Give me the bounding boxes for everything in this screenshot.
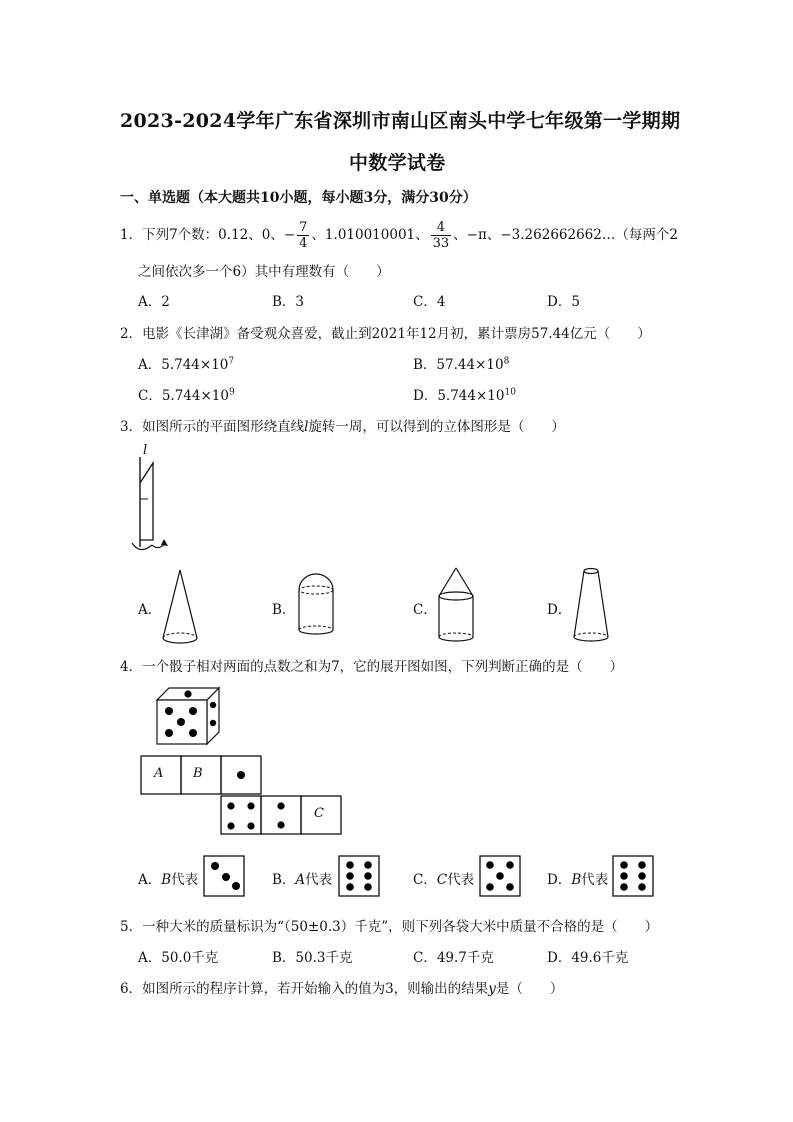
q3-cone-figure xyxy=(160,568,200,648)
q1-frac2-den: 33 xyxy=(432,236,450,251)
question-1 xyxy=(120,220,678,251)
q3-option-b[interactable]: B． xyxy=(272,602,296,618)
q1-option-d[interactable]: D．5 xyxy=(547,294,580,310)
q2-option-d[interactable] xyxy=(413,384,516,404)
q4-opt-d-post: 代表 xyxy=(581,872,609,888)
q2-option-c[interactable] xyxy=(138,384,235,404)
q4-option-b-die-face xyxy=(338,855,380,897)
question-3 xyxy=(120,415,565,435)
q3-text-b: 旋转一周，可以得到的立体图形是（ ） xyxy=(308,419,565,435)
q1-option-c[interactable]: C．4 xyxy=(413,294,446,310)
q4-opt-d-pre: D． xyxy=(547,872,572,888)
q4-dice-3d xyxy=(155,686,221,746)
q1-frac2-num: 4 xyxy=(431,220,452,236)
q3-frustum-figure xyxy=(571,565,611,647)
q1-line2: 之间依次多一个6）其中有理数有（ ） xyxy=(138,264,390,280)
q4-opt-a-pre: A． xyxy=(138,872,162,888)
page-title-line1: 2023-2024学年广东省深圳市南山区南头中学七年级第一学期期 xyxy=(120,110,681,132)
q5-option-b[interactable]: B．50.3千克 xyxy=(272,950,353,966)
q5-option-d[interactable]: D．49.6千克 xyxy=(547,950,629,966)
q1-fraction-7-4 xyxy=(297,220,309,251)
page-title-line2: 中数学试卷 xyxy=(349,152,446,174)
q5-option-c[interactable]: C．49.7千克 xyxy=(413,950,494,966)
q4-opt-b-pre: B． xyxy=(272,872,296,888)
q6-text-a: 6．如图所示的程序计算，若开始输入的值为3，则输出的结果 xyxy=(120,981,489,997)
q4-option-c[interactable] xyxy=(413,868,474,888)
q6-var-y: y xyxy=(488,981,496,997)
q3-cylinder-hemisphere-figure xyxy=(296,572,336,644)
question-2: 2．电影《长津湖》备受观众喜爱，截止到2021年12月初，累计票房57.44亿元（ ） xyxy=(120,326,651,342)
q1-option-a[interactable]: A．2 xyxy=(138,294,170,310)
q1-frac1-num: 7 xyxy=(299,220,308,235)
axis-label-l: l xyxy=(143,443,148,458)
q2-option-a-text: A．5.744×10 xyxy=(138,357,229,373)
q4-option-b[interactable] xyxy=(272,868,332,888)
q2-option-b-exp: 8 xyxy=(503,356,510,367)
q3-option-a[interactable]: A． xyxy=(138,602,162,618)
q4-opt-a-var: B xyxy=(161,872,172,888)
q4-opt-b-var: A xyxy=(295,872,306,888)
q4-option-d-die-face xyxy=(612,855,654,897)
q3-option-c[interactable]: C． xyxy=(413,602,437,618)
question-4: 4．一个骰子相对两面的点数之和为7，它的展开图如图，下列判断正确的是（ ） xyxy=(120,659,624,675)
q2-option-b-text: B．57.44×10 xyxy=(413,357,504,373)
section-heading: 一、单选题（本大题共10小题，每小题3分，满分30分） xyxy=(120,190,477,206)
q4-opt-c-post: 代表 xyxy=(447,872,475,888)
q2-option-c-text: C．5.744×10 xyxy=(138,388,229,404)
q3-plane-figure xyxy=(128,455,178,560)
q1-fraction-4-33 xyxy=(431,220,452,251)
net-label-b: B xyxy=(193,766,203,781)
q3-cone-cylinder-figure xyxy=(436,566,476,646)
q6-text-b: 是（ ） xyxy=(495,981,564,997)
q4-opt-a-post: 代表 xyxy=(171,872,199,888)
q1-lead-text: 下列7个数：0.12、0、 xyxy=(142,227,284,243)
q2-option-d-text: D．5.744×10 xyxy=(413,388,505,404)
q2-option-c-exp: 9 xyxy=(228,387,235,398)
q2-option-b[interactable] xyxy=(413,353,509,373)
q4-opt-d-var: B xyxy=(571,872,582,888)
q4-option-a[interactable] xyxy=(138,868,198,888)
q1-minus: − xyxy=(283,227,296,243)
q2-option-a[interactable] xyxy=(138,353,234,373)
q5-option-a[interactable]: A．50.0千克 xyxy=(138,950,219,966)
q1-lead: 1． xyxy=(120,227,143,243)
q4-option-a-die-face xyxy=(203,855,245,897)
q2-option-a-exp: 7 xyxy=(228,356,235,367)
q1-tail: 、−π、−3.262662662…（每两个2 xyxy=(453,227,678,243)
question-5: 5．一种大米的质量标识为“（50±0.3）千克”，则下列各袋大米中质量不合格的是（ ） xyxy=(120,919,659,935)
q3-option-d[interactable]: D． xyxy=(547,602,572,618)
q4-option-d[interactable] xyxy=(547,868,608,888)
q4-opt-b-post: 代表 xyxy=(305,872,333,888)
net-label-c: C xyxy=(314,806,324,821)
q3-text-a: 3．如图所示的平面图形绕直线 xyxy=(120,419,305,435)
q1-frac1-den: 4 xyxy=(299,236,308,251)
q3-var-l: l xyxy=(304,419,309,435)
q2-option-d-exp: 10 xyxy=(504,387,516,398)
q4-opt-c-pre: C． xyxy=(413,872,437,888)
net-label-a: A xyxy=(154,766,164,781)
q4-option-c-die-face xyxy=(479,855,521,897)
q1-option-b[interactable]: B．3 xyxy=(272,294,305,310)
q1-mid: 、1.010010001、 xyxy=(311,227,429,243)
q4-opt-c-var: C xyxy=(436,872,448,888)
question-6 xyxy=(120,977,563,997)
q4-dice-net xyxy=(140,755,342,837)
